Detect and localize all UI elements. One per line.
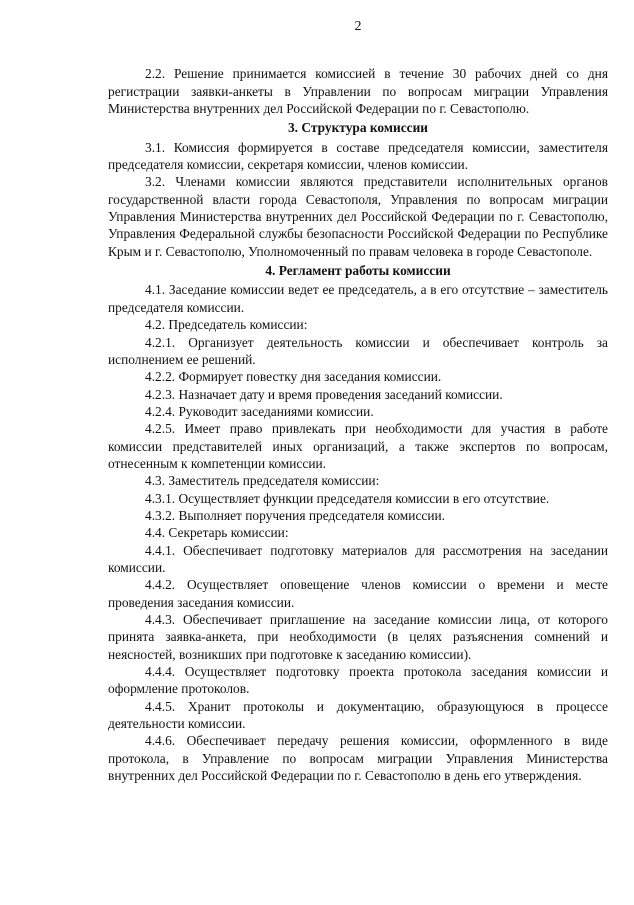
paragraph-4-3-1: 4.3.1. Осуществляет функции председателя комиссии в его отсутствие. <box>145 490 550 506</box>
paragraph-4-4: 4.4. Секретарь комиссии: <box>145 525 289 541</box>
paragraph-4-3-2: 4.3.2. Выполняет поручения председателя комиссии. <box>145 507 446 523</box>
paragraph-4-2-1: 4.2.1. Организует деятельность комиссии и обеспечивает контроль за исполнением ее решений. <box>108 334 608 367</box>
paragraph-4-4-3: 4.4.3. Обеспечивает приглашение на заседание комиссии лица, от которого принята заявка-анкета, при необходимости (в целях разъяснения сомнений и неясностей, возникших при подготовке к заседанию комиссии). <box>108 612 608 662</box>
paragraph-4-2-5: 4.2.5. Имеет право привлекать при необходимости для участия в работе комиссии представителей иных организаций, а также экспертов по вопросам, отнесенным к компетенции комиссии. <box>108 421 608 471</box>
document-page <box>108 18 608 784</box>
paragraph-3-2: 3.2. Членами комиссии являются представители исполнительных органов государственной власти города Севастополя, Управления по вопросам миграции Управления Министерства внутренних дел Российской Федерации по г. Севастополю, Управления Федеральной службы безопасности Российской Федерации по Республике Крым и г. Севастополю, Уполномоченный по правам человека в городе Севастополе. <box>108 174 608 259</box>
paragraph-4-2-2: 4.2.2. Формирует повестку дня заседания комиссии. <box>145 369 442 385</box>
paragraph-4-2: 4.2. Председатель комиссии: <box>145 317 308 333</box>
page-number: 2 <box>354 19 362 34</box>
paragraph-4-3: 4.3. Заместитель председателя комиссии: <box>145 473 380 489</box>
section-heading-3: 3. Структура комиссии <box>287 120 429 136</box>
paragraph-4-1: 4.1. Заседание комиссии ведет ее председатель, а в его отсутствие – заместитель председателя комиссии. <box>108 282 608 315</box>
paragraph-2-2: 2.2. Решение принимается комиссией в течение 30 рабочих дней со дня регистрации заявки-анкеты в Управлении по вопросам миграции Управления Министерства внутренних дел Российской Федерации по г. Севастополю. <box>108 66 608 117</box>
paragraph-4-4-5: 4.4.5. Хранит протоколы и документацию, образующуюся в процессе деятельности комиссии. <box>108 698 608 732</box>
section-heading-4: 4. Регламент работы комиссии <box>265 263 451 279</box>
paragraph-4-2-4: 4.2.4. Руководит заседаниями комиссии. <box>145 403 374 419</box>
paragraph-4-4-1: 4.4.1. Обеспечивает подготовку материалов для рассмотрения на заседании комиссии. <box>108 542 608 575</box>
paragraph-4-4-2: 4.4.2. Осуществляет оповещение членов комиссии о времени и месте проведения заседания комиссии. <box>108 577 608 610</box>
paragraph-4-4-4: 4.4.4. Осуществляет подготовку проекта протокола заседания комиссии и оформление протоколов. <box>108 664 608 697</box>
paragraph-4-4-6: 4.4.6. Обеспечивает передачу решения комиссии, оформленного в виде протокола, в Управление по вопросам миграции Управления Министерства внутренних дел Российской Федерации по г. Севастополю в день его утверждения. <box>108 733 608 784</box>
paragraph-3-1: 3.1. Комиссия формируется в составе председателя комиссии, заместителя председателя комиссии, секретаря комиссии, членов комиссии. <box>108 139 608 173</box>
paragraph-4-2-3: 4.2.3. Назначает дату и время проведения заседаний комиссии. <box>145 386 503 402</box>
